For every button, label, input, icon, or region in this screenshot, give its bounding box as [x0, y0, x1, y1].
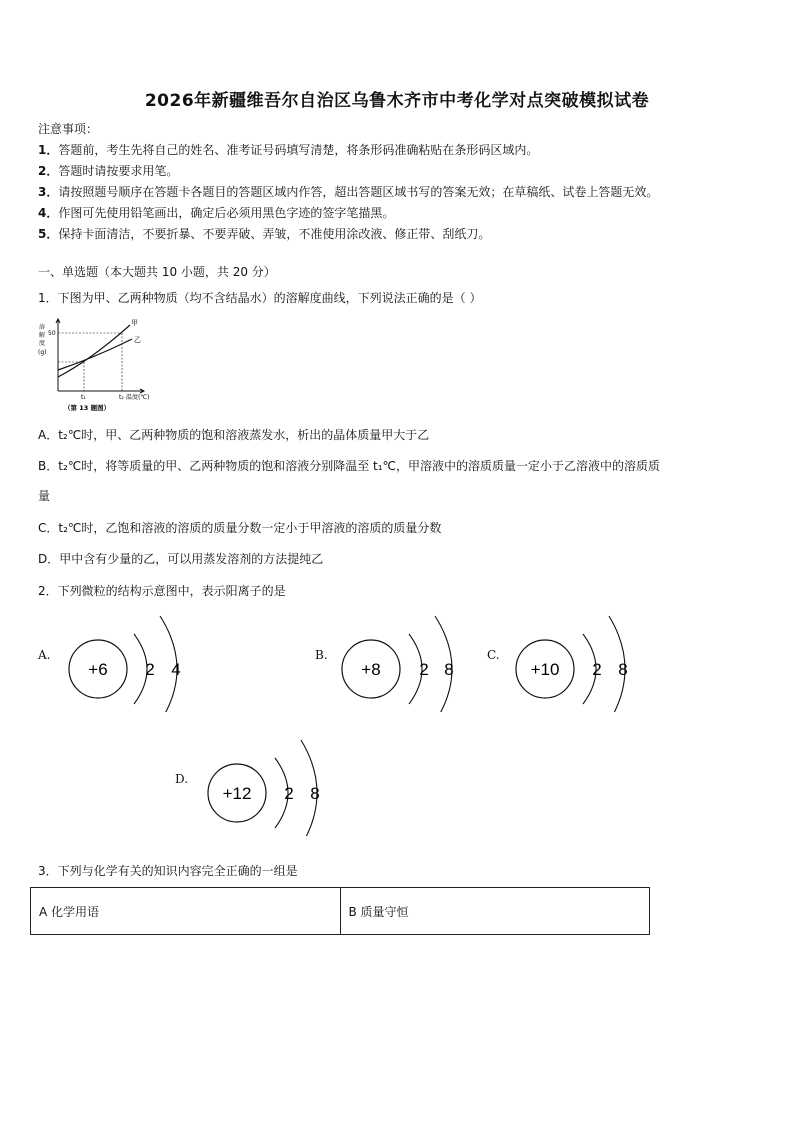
shell-1-electrons: 2 [419, 660, 429, 679]
atom-diagram-b [315, 612, 455, 712]
note-item [38, 224, 768, 245]
note-number: 3． [38, 185, 59, 199]
option-label: C. [487, 648, 500, 662]
option-label: D. [175, 772, 189, 786]
nucleus-charge: +12 [222, 784, 252, 803]
option-label: B. [315, 648, 328, 662]
shell-2-electrons: 8 [618, 660, 628, 679]
figure-ylabel-3: 度 [39, 340, 46, 347]
nucleus-charge: +8 [361, 660, 381, 679]
figure-ylabel-1: 溶 [39, 324, 46, 331]
curve-yi [58, 339, 132, 370]
question-3-table [30, 887, 650, 935]
atom-structure [339, 612, 469, 712]
q1-option-a: A．t₂℃时，甲、乙两种物质的饱和溶液蒸发水，析出的晶体质量甲大于乙 [38, 428, 430, 442]
table-row [31, 888, 650, 935]
figure-caption: （第 13 题图） [64, 404, 111, 412]
shell-2-electrons: 8 [444, 660, 454, 679]
question-2-stem: 2．下列微粒的结构示意图中，表示阳离子的是 [38, 584, 286, 598]
note-number: 1． [38, 143, 59, 157]
atom-structure [203, 736, 333, 836]
nucleus-charge: +6 [88, 660, 108, 679]
note-text: 作图可先使用铅笔画出，确定后必须用黑色字迹的签字笔描黑。 [58, 206, 395, 220]
atom-diagram-a [38, 612, 181, 712]
exam-notes [38, 119, 768, 245]
note-number: 2． [38, 164, 59, 178]
notes-heading: 注意事项： [38, 122, 99, 136]
table-cell-a: A 化学用语 [31, 888, 341, 935]
note-number: 4． [38, 206, 59, 220]
nucleus-charge: +10 [530, 660, 560, 679]
option-label: A. [38, 648, 51, 662]
figure-xlabel: 温度(℃) [126, 394, 150, 401]
figure-ylabel-unit: (g) [38, 349, 47, 356]
note-text: 请按照题号顺序在答题卡各题目的答题区域内作答，超出答题区域书写的答案无效；在草稿纸、试卷上答题无效。 [58, 185, 659, 199]
atom-structure [64, 612, 194, 712]
note-text: 保持卡面清洁，不要折暴、不要弄破、弄皱，不准使用涂改液、修正带、刮纸刀。 [58, 227, 491, 241]
shell-1-electrons: 2 [592, 660, 602, 679]
series-label-yi: 乙 [134, 336, 141, 344]
question-1-stem: 1．下图为甲、乙两种物质（均不含结晶水）的溶解度曲线，下列说法正确的是（ ） [38, 291, 482, 305]
question-3-stem: 3．下列与化学有关的知识内容完全正确的一组是 [38, 864, 298, 878]
note-text: 答题前，考生先将自己的姓名、准考证号码填写清楚，将条形码准确粘贴在条形码区域内。 [58, 143, 539, 157]
note-text: 答题时请按要求用笔。 [58, 164, 179, 178]
shell-2-electrons: 4 [171, 660, 181, 679]
note-item [38, 161, 768, 182]
atom-diagram-d [175, 736, 320, 836]
q1-option-d: D．甲中含有少量的乙，可以用蒸发溶剂的方法提纯乙 [38, 552, 324, 566]
solubility-curve-figure [36, 317, 156, 415]
series-label-jia: 甲 [131, 319, 138, 327]
section-heading: 一、单选题（本大题共 10 小题，共 20 分） [38, 265, 276, 279]
x-tick-t1: t₁ [81, 394, 86, 401]
q1-option-c: C．t₂℃时，乙饱和溶液的溶质的质量分数一定小于甲溶液的溶质的质量分数 [38, 521, 442, 535]
atom-diagram-c [487, 612, 627, 712]
shell-2-electrons: 8 [310, 784, 320, 803]
q1-option-b: B．t₂℃时，将等质量的甲、乙两种物质的饱和溶液分别降温至 t₁℃，甲溶液中的溶质质量一定小于乙溶液中的溶质质 [38, 459, 661, 473]
x-tick-t2: t₂ [119, 394, 124, 401]
page-title: 2026年新疆维吾尔自治区乌鲁木齐市中考化学对点突破模拟试卷 [144, 91, 650, 111]
shell-1-electrons: 2 [145, 660, 155, 679]
note-item [38, 203, 768, 224]
note-number: 5． [38, 227, 59, 241]
atom-structure [511, 612, 641, 712]
note-item [38, 182, 768, 203]
figure-y-tick: 50 [48, 330, 56, 337]
note-item [38, 140, 768, 161]
table-cell-b: B 质量守恒 [340, 888, 650, 935]
figure-ylabel-2: 解 [39, 332, 46, 339]
q1-option-b-cont: 量 [38, 489, 51, 503]
shell-1-electrons: 2 [284, 784, 294, 803]
